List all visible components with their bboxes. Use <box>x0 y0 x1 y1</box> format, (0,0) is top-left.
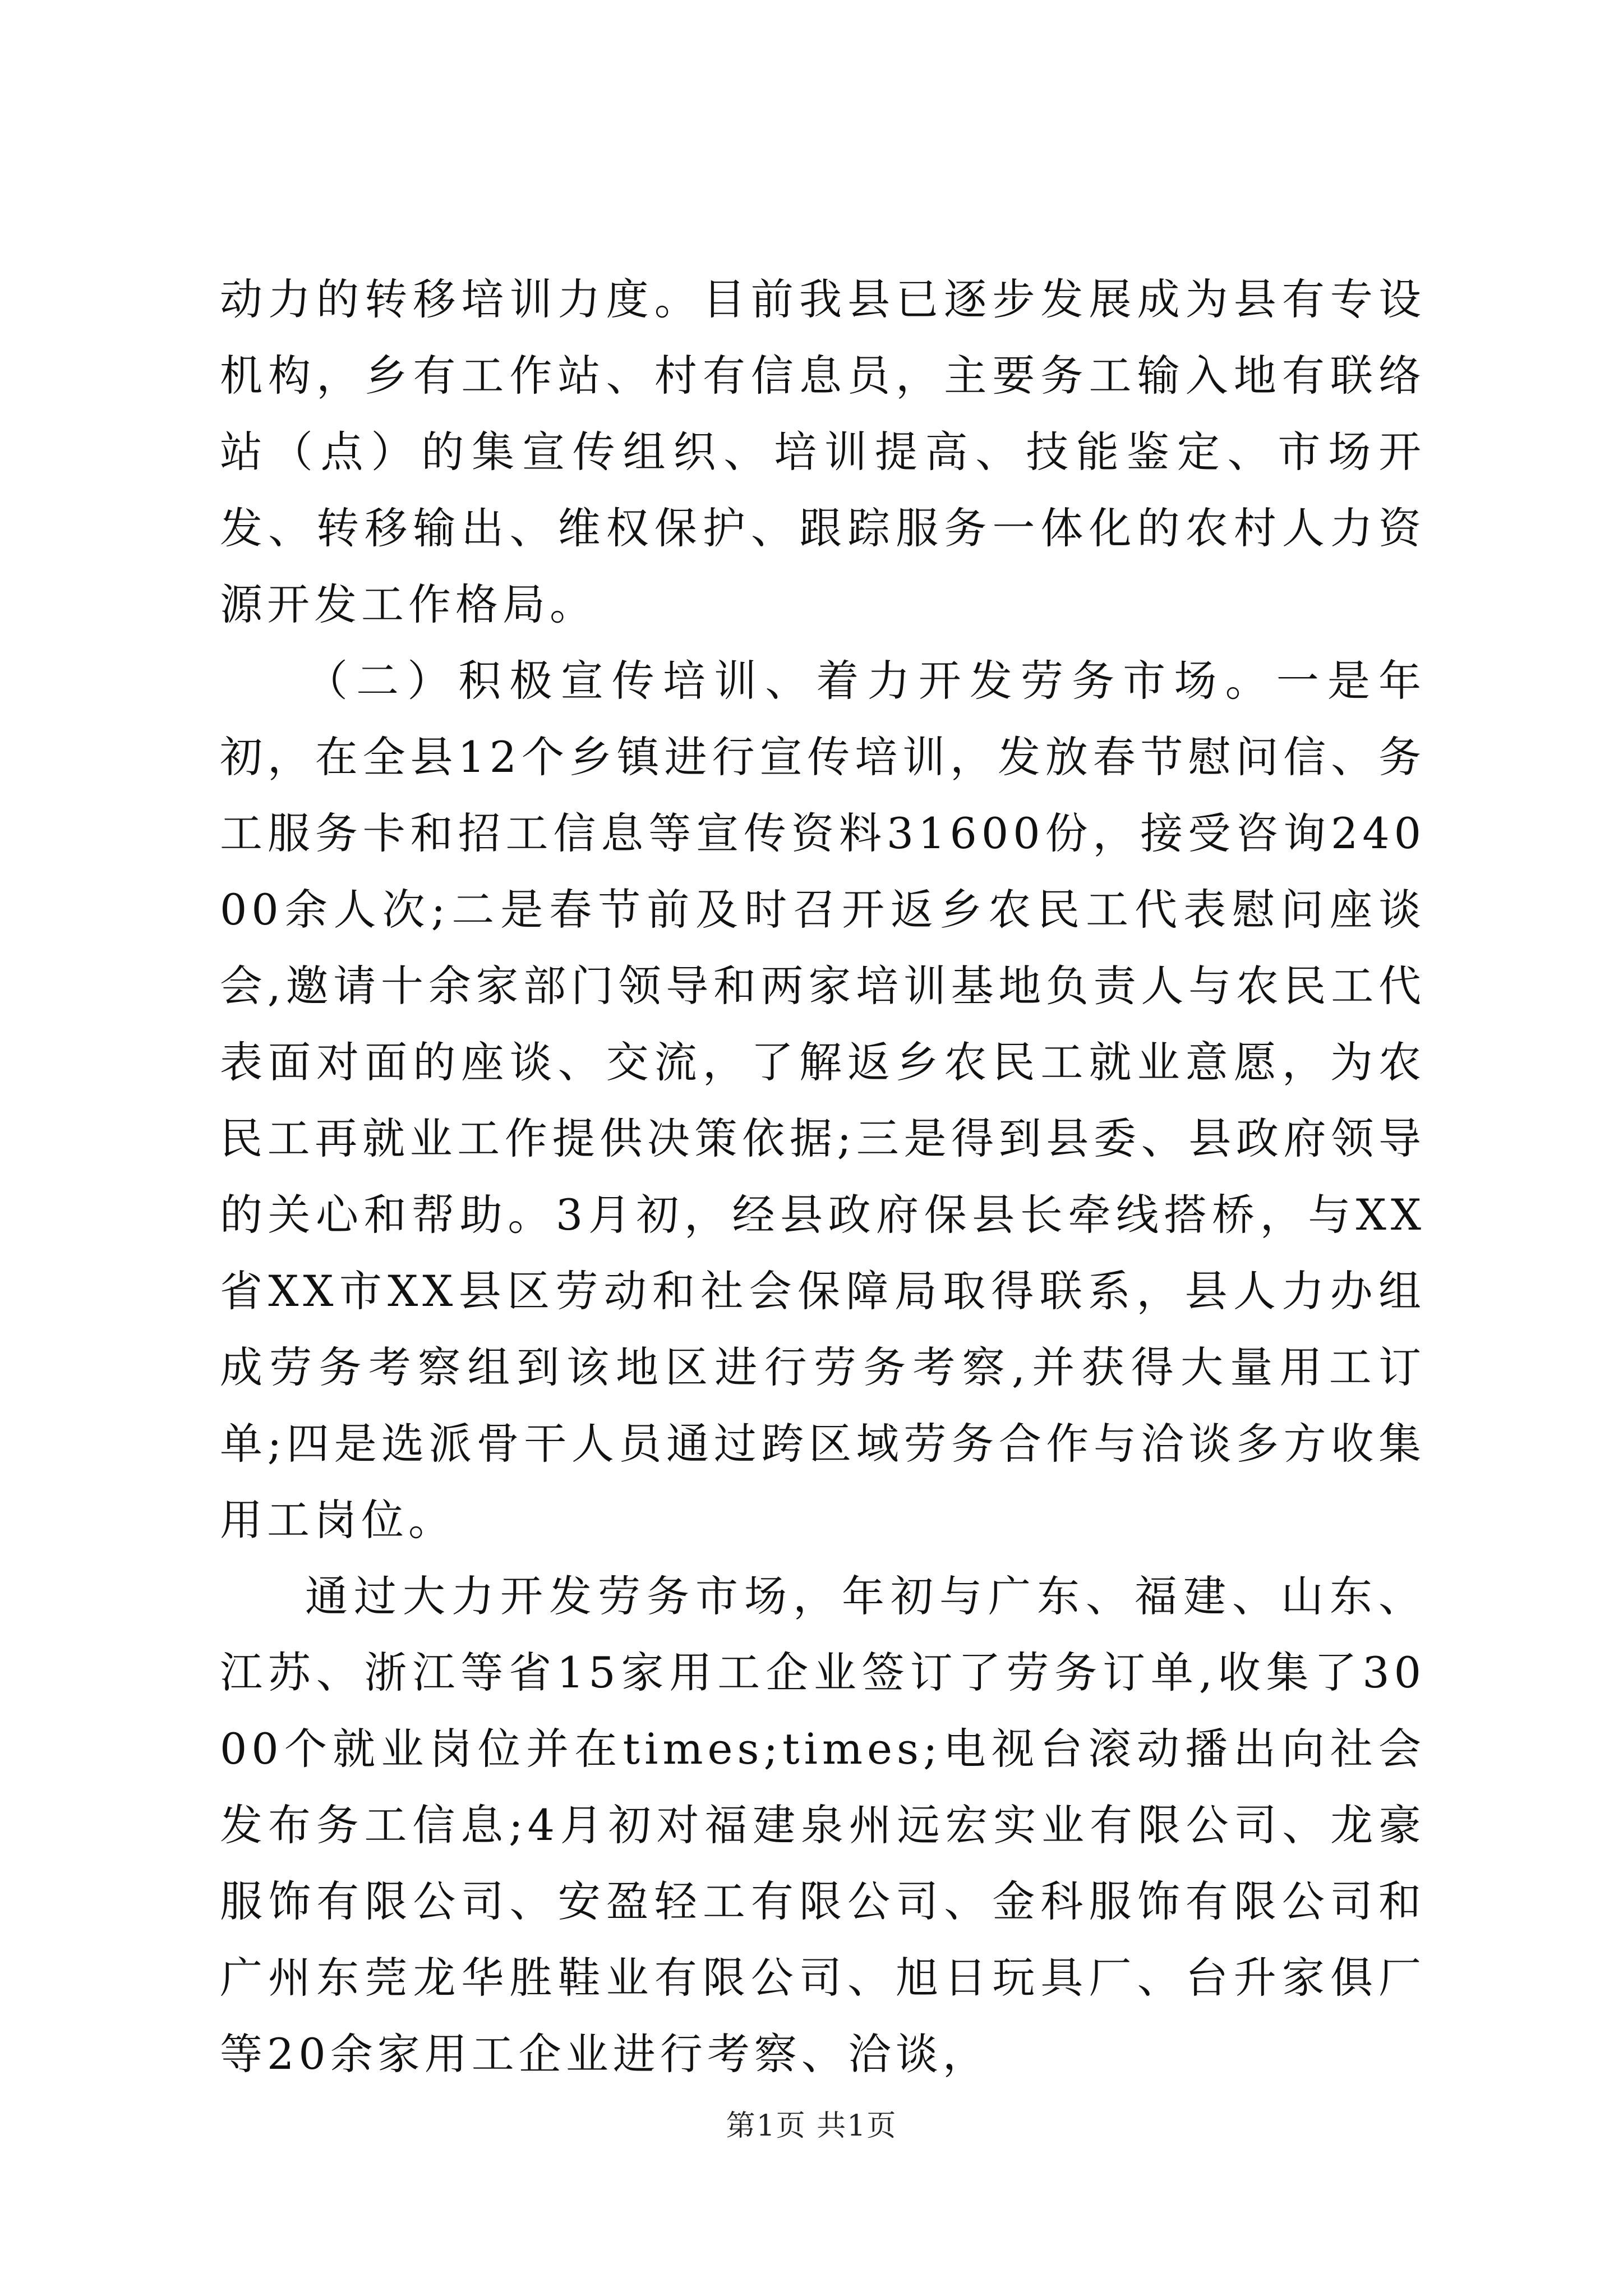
paragraph-2: （二）积极宣传培训、着力开发劳务市场。一是年初，在全县12个乡镇进行宣传培训，发放春节慰问信、务工服务卡和招工信息等宣传资料31600份，接受咨询24000余人次;二是春节前及时召开返乡农民工代表慰问座谈会,邀请十余家部门领导和两家培训基地负责人与农民工代表面对面的座谈、交流，了解返乡农民工就业意愿，为农民工再就业工作提供决策依据;三是得到县委、县政府领导的关心和帮助。3月初，经县政府保县长牵线搭桥，与XX省XX市XX县区劳动和社会保障局取得联系，县人力办组成劳务考察组到该地区进行劳务考察,并获得大量用工订单;四是选派骨干人员通过跨区域劳务合作与洽谈多方收集用工岗位。 <box>220 656 1426 1545</box>
document-body <box>220 261 1426 2092</box>
page-footer: 第1页 共1页 <box>726 2109 897 2143</box>
paragraph-1: 动力的转移培训力度。目前我县已逐步发展成为县有专设机构，乡有工作站、村有信息员，主要务工输入地有联络站（点）的集宣传组织、培训提高、技能鉴定、市场开发、转移输出、维权保护、跟踪服务一体化的农村人力资源开发工作格局。 <box>220 274 1426 629</box>
paragraph-3: 通过大力开发劳务市场，年初与广东、福建、山东、江苏、浙江等省15家用工企业签订了劳务订单,收集了3000个就业岗位并在times;times;电视台滚动播出向社会发布务工信息;4月初对福建泉州远宏实业有限公司、龙豪服饰有限公司、安盈轻工有限公司、金科服饰有限公司和广州东莞龙华胜鞋业有限公司、旭日玩具厂、台升家俱厂等20余家用工企业进行考察、洽谈， <box>220 1571 1426 2079</box>
